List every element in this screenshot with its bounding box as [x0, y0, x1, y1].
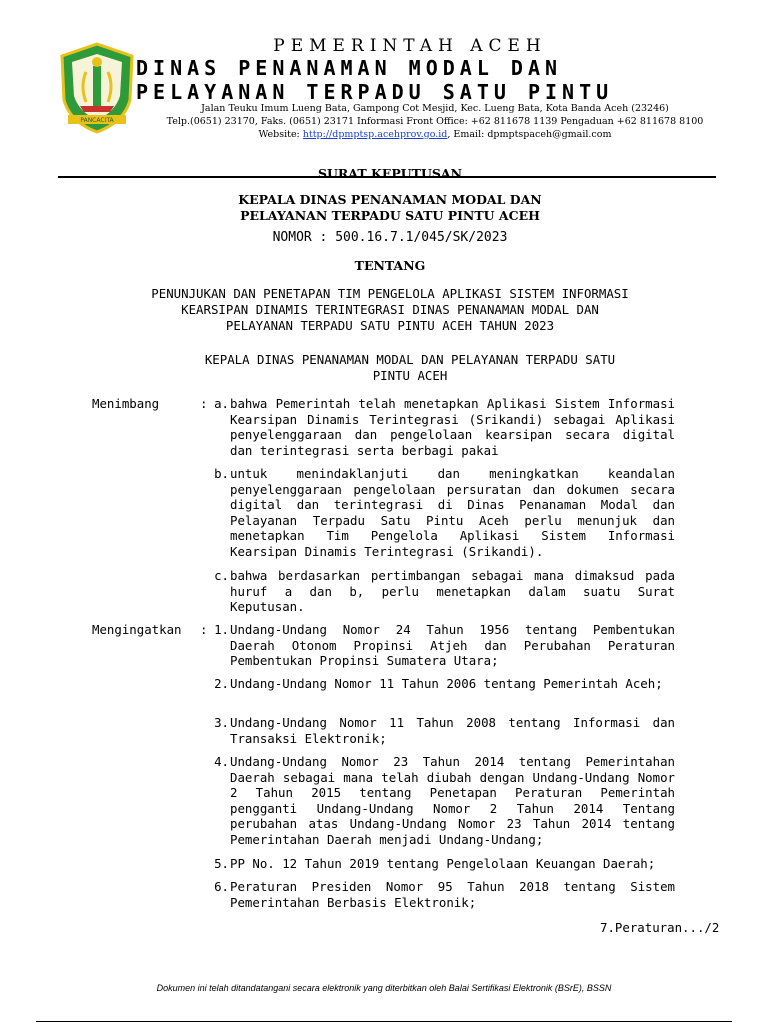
logo-ribbon-text: PANCACITA [80, 117, 114, 124]
mengingatkan-item-2 [205, 676, 675, 707]
item-text: Undang-Undang Nomor 24 Tahun 1956 tentang Pembentukan Daerah Otonom Propinsi Atjeh dan Perubahan Peraturan Pembentukan Propinsi Sumatera Utara; [230, 622, 675, 669]
letterhead [0, 30, 768, 148]
item-text: bahwa berdasarkan pertimbangan sebagai mana dimaksud pada huruf a dan b, perlu menetapkan dalam suatu Surat Keputusan. [230, 568, 675, 615]
issuer-title [60, 192, 720, 224]
bottom-divider [36, 1021, 732, 1022]
item-text: PP No. 12 Tahun 2019 tentang Pengelolaan Keuangan Daerah; [230, 856, 656, 871]
item-text: bahwa Pemerintah telah menetapkan Aplikasi Sistem Informasi Kearsipan Dinamis Terintegrasi (Srikandi) sebagai Aplikasi penyelenggaraan dan pengelolaan kearsipan secara digital dan terintegrasi serta berbagi pakai [230, 396, 675, 458]
item-marker: b. [214, 466, 229, 481]
menimbang-colon: : [200, 396, 208, 411]
item-marker: 3. [214, 715, 229, 730]
email-text: , Email: dpmptspaceh@gmail.com [447, 129, 612, 140]
about-heading: TENTANG [354, 258, 426, 273]
website-label: Website: [258, 129, 303, 140]
item-text: Undang-Undang Nomor 11 Tahun 2006 tentang Pemerintah Aceh; [230, 676, 663, 691]
menimbang-item-b [205, 466, 675, 560]
item-marker: 2. [214, 676, 229, 691]
item-marker: 6. [214, 879, 229, 894]
esign-footer-note: Dokumen ini telah ditandatangani secara elektronik yang diterbitkan oleh Balai Sertifikasi Elektronik (BSrE), BSSN [156, 983, 612, 993]
agency-name-line-1: DINAS PENANAMAN MODAL DAN [136, 56, 563, 80]
issuer-line-1: KEPALA DINAS PENANAMAN MODAL DAN [238, 192, 542, 207]
address-line: Jalan Teuku Imum Lueng Bata, Gampong Cot Mesjid, Kec. Lueng Bata, Kota Banda Aceh (23246) [201, 103, 669, 114]
item-marker: 4. [214, 754, 229, 769]
authority-line-2: PINTU ACEH [372, 368, 448, 383]
item-text: Undang-Undang Nomor 11 Tahun 2008 tentang Informasi dan Transaksi Elektronik; [230, 715, 675, 746]
mengingatkan-item-5 [205, 856, 675, 872]
item-marker: c. [214, 568, 229, 583]
website-link[interactable]: http://dpmptsp.acehprov.go.id [302, 129, 448, 140]
menimbang-item-a [205, 396, 675, 458]
item-marker: 1. [214, 622, 229, 637]
aceh-emblem-logo [58, 42, 136, 134]
mengingatkan-colon: : [200, 622, 208, 637]
web-email-line [140, 128, 730, 141]
menimbang-item-c [205, 568, 675, 615]
mengingatkan-item-1 [205, 622, 675, 669]
contact-info [140, 102, 730, 141]
item-text: Peraturan Presiden Nomor 95 Tahun 2018 tentang Sistem Pemerintahan Berbasis Elektronik; [230, 879, 675, 910]
issuer-line-2: PELAYANAN TERPADU SATU PINTU ACEH [240, 208, 540, 223]
item-text: untuk menindaklanjuti dan meningkatkan keandalan penyelenggaraan pengelolaan persuratan dan dokumen secara digital dan terintegrasi di Dinas Penanaman Modal dan Pelayanan Terpadu Satu Pintu Aceh perlu menunjuk dan menetapkan Tim Pengelola Aplikasi Sistem Informasi Kearsipan Dinamis Terintegrasi (Srikandi). [230, 466, 675, 559]
item-marker: 5. [214, 856, 229, 871]
subject-line-2: KEARSIPAN DINAMIS TERINTEGRASI DINAS PENANAMAN MODAL DAN [181, 302, 599, 317]
menimbang-label: Menimbang [92, 396, 160, 411]
agency-name [136, 56, 696, 104]
continuation-note: 7.Peraturan.../2 [600, 920, 720, 935]
phone-line: Telp.(0651) 23170, Faks. (0651) 23171 Informasi Front Office: +62 811678 1139 Pengaduan +62 811678 8100 [166, 116, 704, 127]
subject-line-1: PENUNJUKAN DAN PENETAPAN TIM PENGELOLA APLIKASI SISTEM INFORMASI [151, 286, 629, 301]
government-name: PEMERINTAH ACEH [273, 36, 547, 56]
subject-title [60, 286, 720, 334]
item-text: Undang-Undang Nomor 23 Tahun 2014 tentang Pemerintahan Daerah sebagai mana telah diubah dengan Undang-Undang Nomor 2 Tahun 2015 tentang Penetapan Peraturan Pemerintah pengganti Undang-Undang Nomor 2 Tahun 2014 Tentang perubahan atas Undang-Undang Nomor 23 Tahun 2014 tentang Pemerintahan Daerah menjadi Undang-Undang; [230, 754, 675, 847]
mengingatkan-label: Mengingatkan [92, 622, 182, 637]
item-marker: a. [214, 396, 229, 411]
authority-title [130, 352, 690, 384]
document-number: NOMOR : 500.16.7.1/045/SK/2023 [272, 230, 508, 245]
mengingatkan-item-6 [205, 879, 675, 910]
document-type: SURAT KEPUTUSAN [317, 166, 463, 181]
authority-line-1: KEPALA DINAS PENANAMAN MODAL DAN PELAYANAN TERPADU SATU [204, 352, 616, 367]
subject-line-3: PELAYANAN TERPADU SATU PINTU ACEH TAHUN 2023 [225, 318, 555, 333]
mengingatkan-item-4 [205, 754, 675, 848]
agency-name-line-2: PELAYANAN TERPADU SATU PINTU [136, 80, 614, 104]
mengingatkan-item-3 [205, 715, 675, 746]
